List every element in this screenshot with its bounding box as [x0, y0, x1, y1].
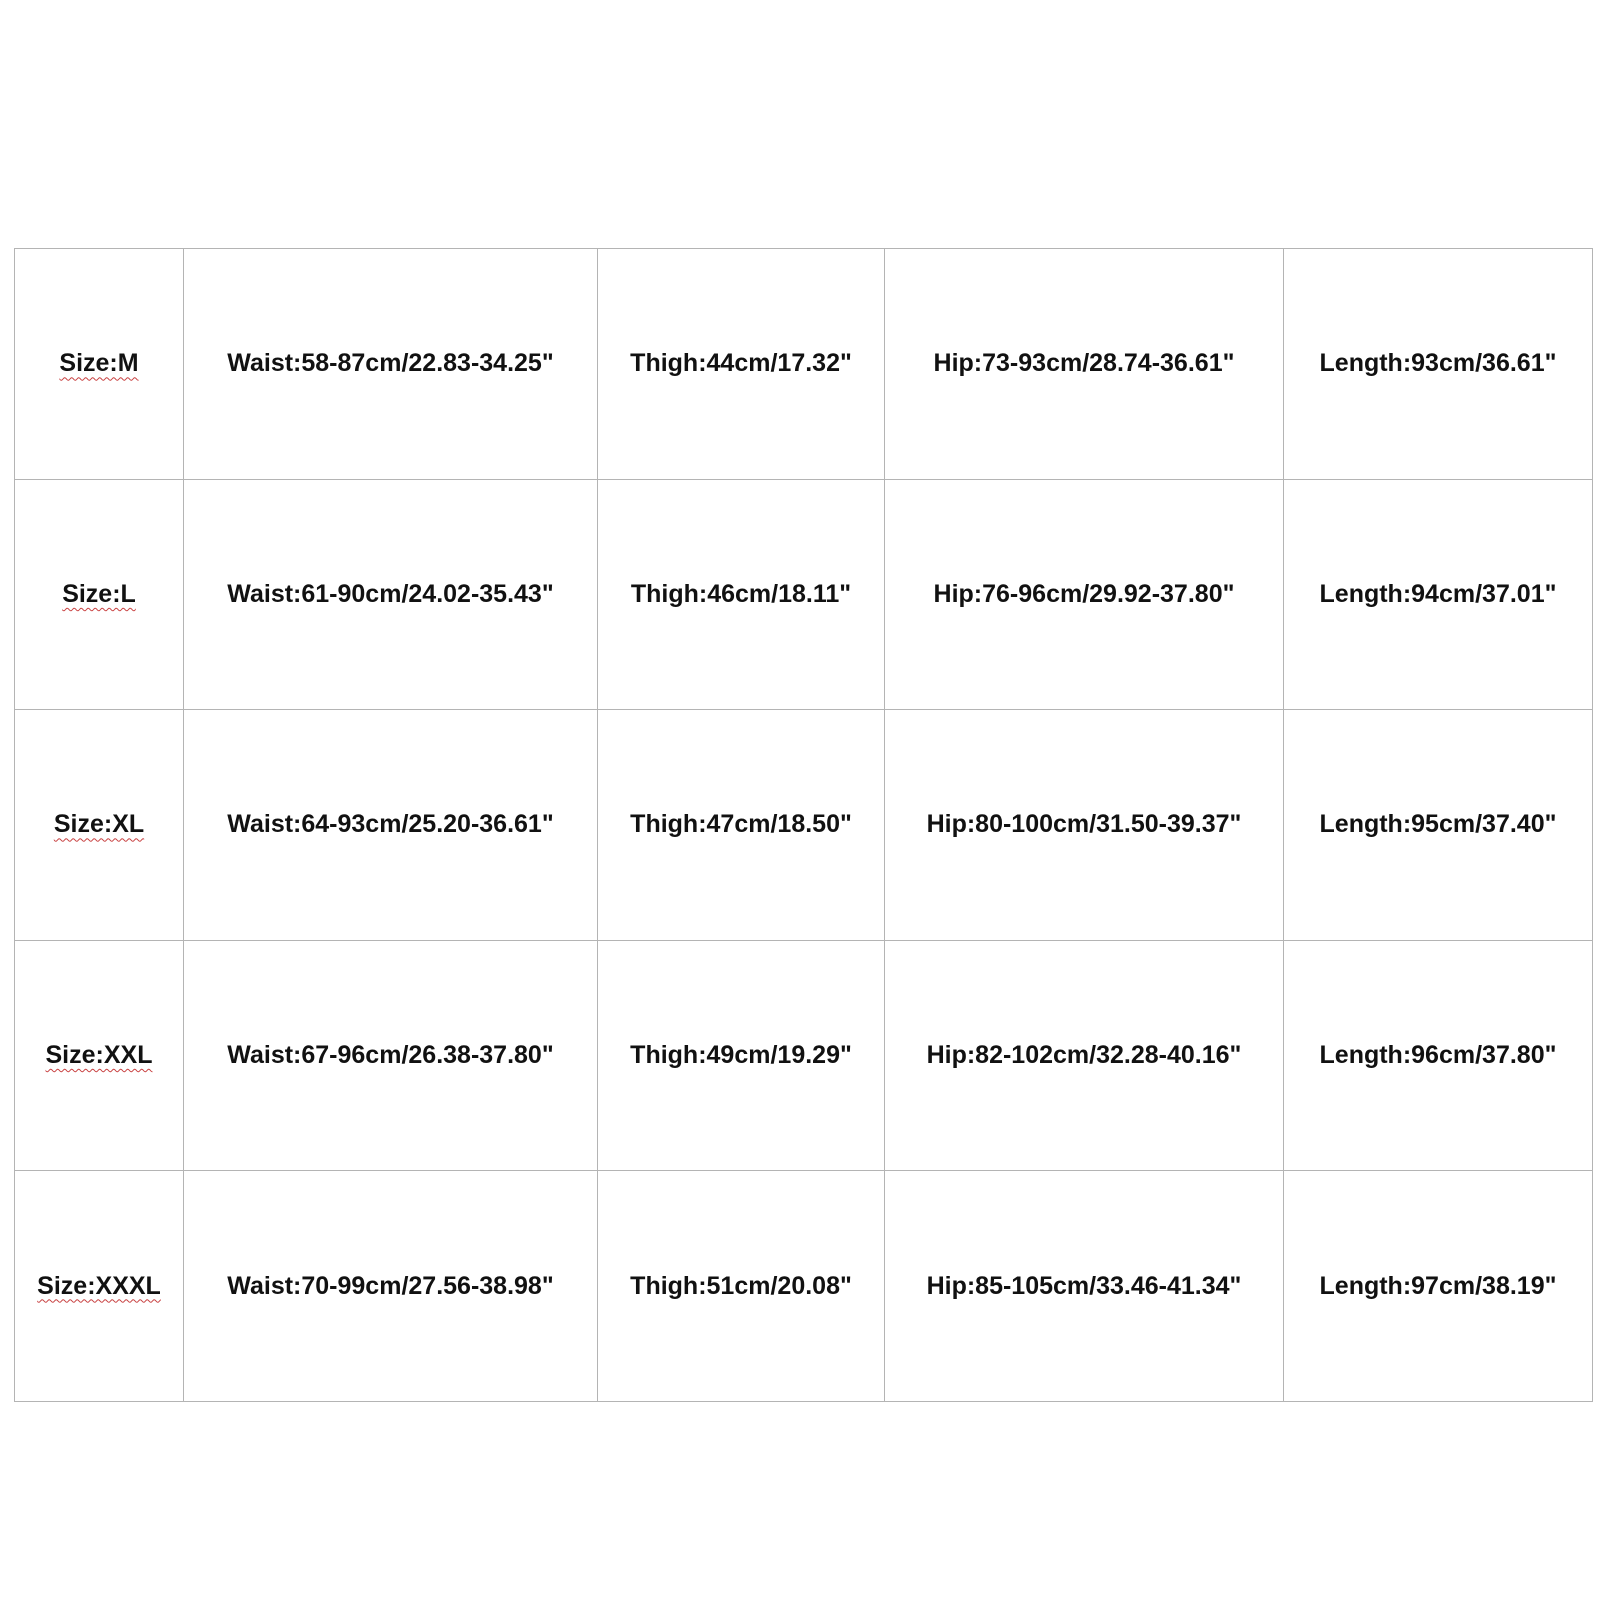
- size-cell: [15, 249, 184, 480]
- table-row: [15, 479, 1593, 710]
- hip-cell: Hip:82-102cm/32.28-40.16": [885, 940, 1284, 1171]
- hip-cell: Hip:73-93cm/28.74-36.61": [885, 249, 1284, 480]
- size-label: Size:XXL: [45, 1041, 153, 1070]
- length-cell: Length:93cm/36.61": [1284, 249, 1593, 480]
- table-row: [15, 940, 1593, 1171]
- thigh-cell: Thigh:46cm/18.11": [598, 479, 885, 710]
- hip-cell: Hip:76-96cm/29.92-37.80": [885, 479, 1284, 710]
- waist-cell: Waist:58-87cm/22.83-34.25": [184, 249, 598, 480]
- thigh-cell: Thigh:47cm/18.50": [598, 710, 885, 941]
- size-label: Size:XL: [53, 810, 145, 839]
- length-cell: Length:94cm/37.01": [1284, 479, 1593, 710]
- thigh-cell: Thigh:51cm/20.08": [598, 1171, 885, 1402]
- size-chart-table: [14, 248, 1593, 1402]
- size-cell: [15, 710, 184, 941]
- length-cell: Length:95cm/37.40": [1284, 710, 1593, 941]
- length-cell: Length:97cm/38.19": [1284, 1171, 1593, 1402]
- waist-cell: Waist:64-93cm/25.20-36.61": [184, 710, 598, 941]
- table-row: [15, 710, 1593, 941]
- waist-cell: Waist:70-99cm/27.56-38.98": [184, 1171, 598, 1402]
- waist-cell: Waist:67-96cm/26.38-37.80": [184, 940, 598, 1171]
- size-label: Size:L: [62, 579, 136, 608]
- size-label: Size:M: [59, 349, 139, 378]
- hip-cell: Hip:85-105cm/33.46-41.34": [885, 1171, 1284, 1402]
- length-cell: Length:96cm/37.80": [1284, 940, 1593, 1171]
- table-row: [15, 1171, 1593, 1402]
- table-row: [15, 249, 1593, 480]
- thigh-cell: Thigh:49cm/19.29": [598, 940, 885, 1171]
- size-cell: [15, 940, 184, 1171]
- thigh-cell: Thigh:44cm/17.32": [598, 249, 885, 480]
- hip-cell: Hip:80-100cm/31.50-39.37": [885, 710, 1284, 941]
- size-cell: [15, 1171, 184, 1402]
- waist-cell: Waist:61-90cm/24.02-35.43": [184, 479, 598, 710]
- size-cell: [15, 479, 184, 710]
- size-label: Size:XXXL: [37, 1271, 161, 1300]
